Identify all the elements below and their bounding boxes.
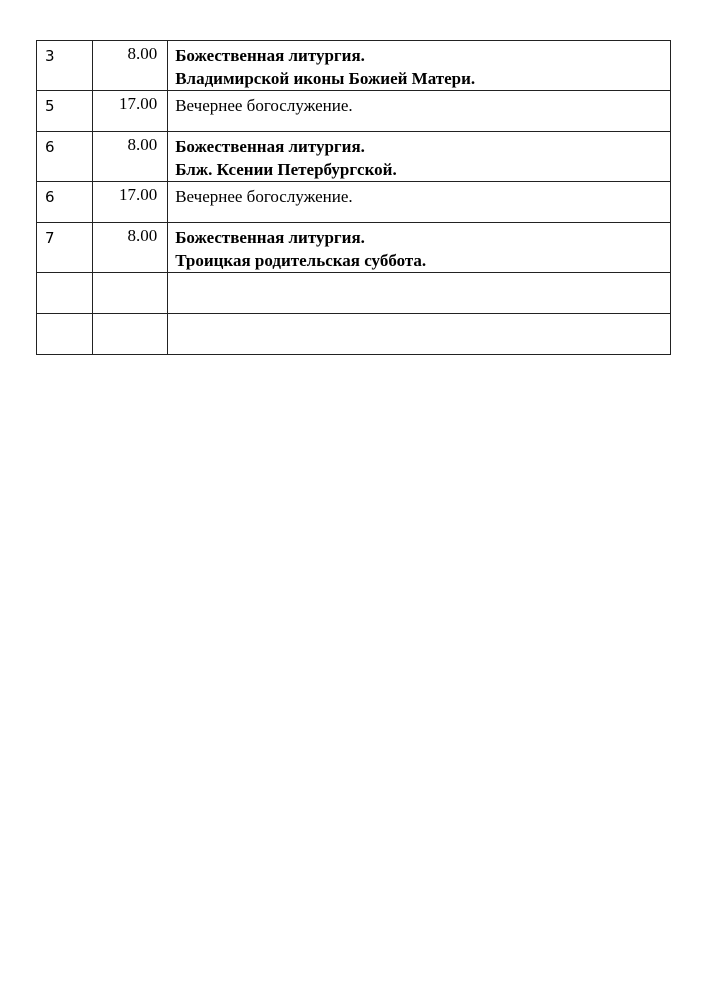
time-cell bbox=[93, 314, 168, 355]
table-row bbox=[37, 182, 671, 223]
day-cell bbox=[37, 314, 93, 355]
service-description bbox=[168, 182, 671, 223]
service-description bbox=[168, 314, 671, 355]
service-description bbox=[168, 132, 671, 182]
day-cell bbox=[37, 273, 93, 314]
service-title: Вечернее богослужение. bbox=[175, 187, 353, 206]
service-title: Божественная литургия. bbox=[175, 137, 365, 156]
time-cell: 8.00 bbox=[93, 132, 168, 182]
service-schedule-table bbox=[36, 40, 671, 355]
service-description bbox=[168, 223, 671, 273]
feast-name: Троицкая родительская суббота. bbox=[175, 251, 427, 270]
table-row bbox=[37, 273, 671, 314]
service-description bbox=[168, 91, 671, 132]
feast-name: Владимирской иконы Божией Матери. bbox=[175, 69, 476, 88]
table-row bbox=[37, 41, 671, 91]
service-description bbox=[168, 41, 671, 91]
day-cell: 7 bbox=[37, 223, 93, 273]
service-title: Божественная литургия. bbox=[175, 228, 365, 247]
service-title: Вечернее богослужение. bbox=[175, 96, 353, 115]
time-cell: 8.00 bbox=[93, 41, 168, 91]
time-cell: 8.00 bbox=[93, 223, 168, 273]
table-row bbox=[37, 91, 671, 132]
feast-name: Блж. Ксении Петербургской. bbox=[175, 160, 397, 179]
time-cell: 17.00 bbox=[93, 182, 168, 223]
service-title: Божественная литургия. bbox=[175, 46, 365, 65]
table-row bbox=[37, 132, 671, 182]
time-cell: 17.00 bbox=[93, 91, 168, 132]
service-description bbox=[168, 273, 671, 314]
day-cell: 6 bbox=[37, 132, 93, 182]
day-cell: 3 bbox=[37, 41, 93, 91]
time-cell bbox=[93, 273, 168, 314]
day-cell: 6 bbox=[37, 182, 93, 223]
table-row bbox=[37, 223, 671, 273]
table-row bbox=[37, 314, 671, 355]
day-cell: 5 bbox=[37, 91, 93, 132]
